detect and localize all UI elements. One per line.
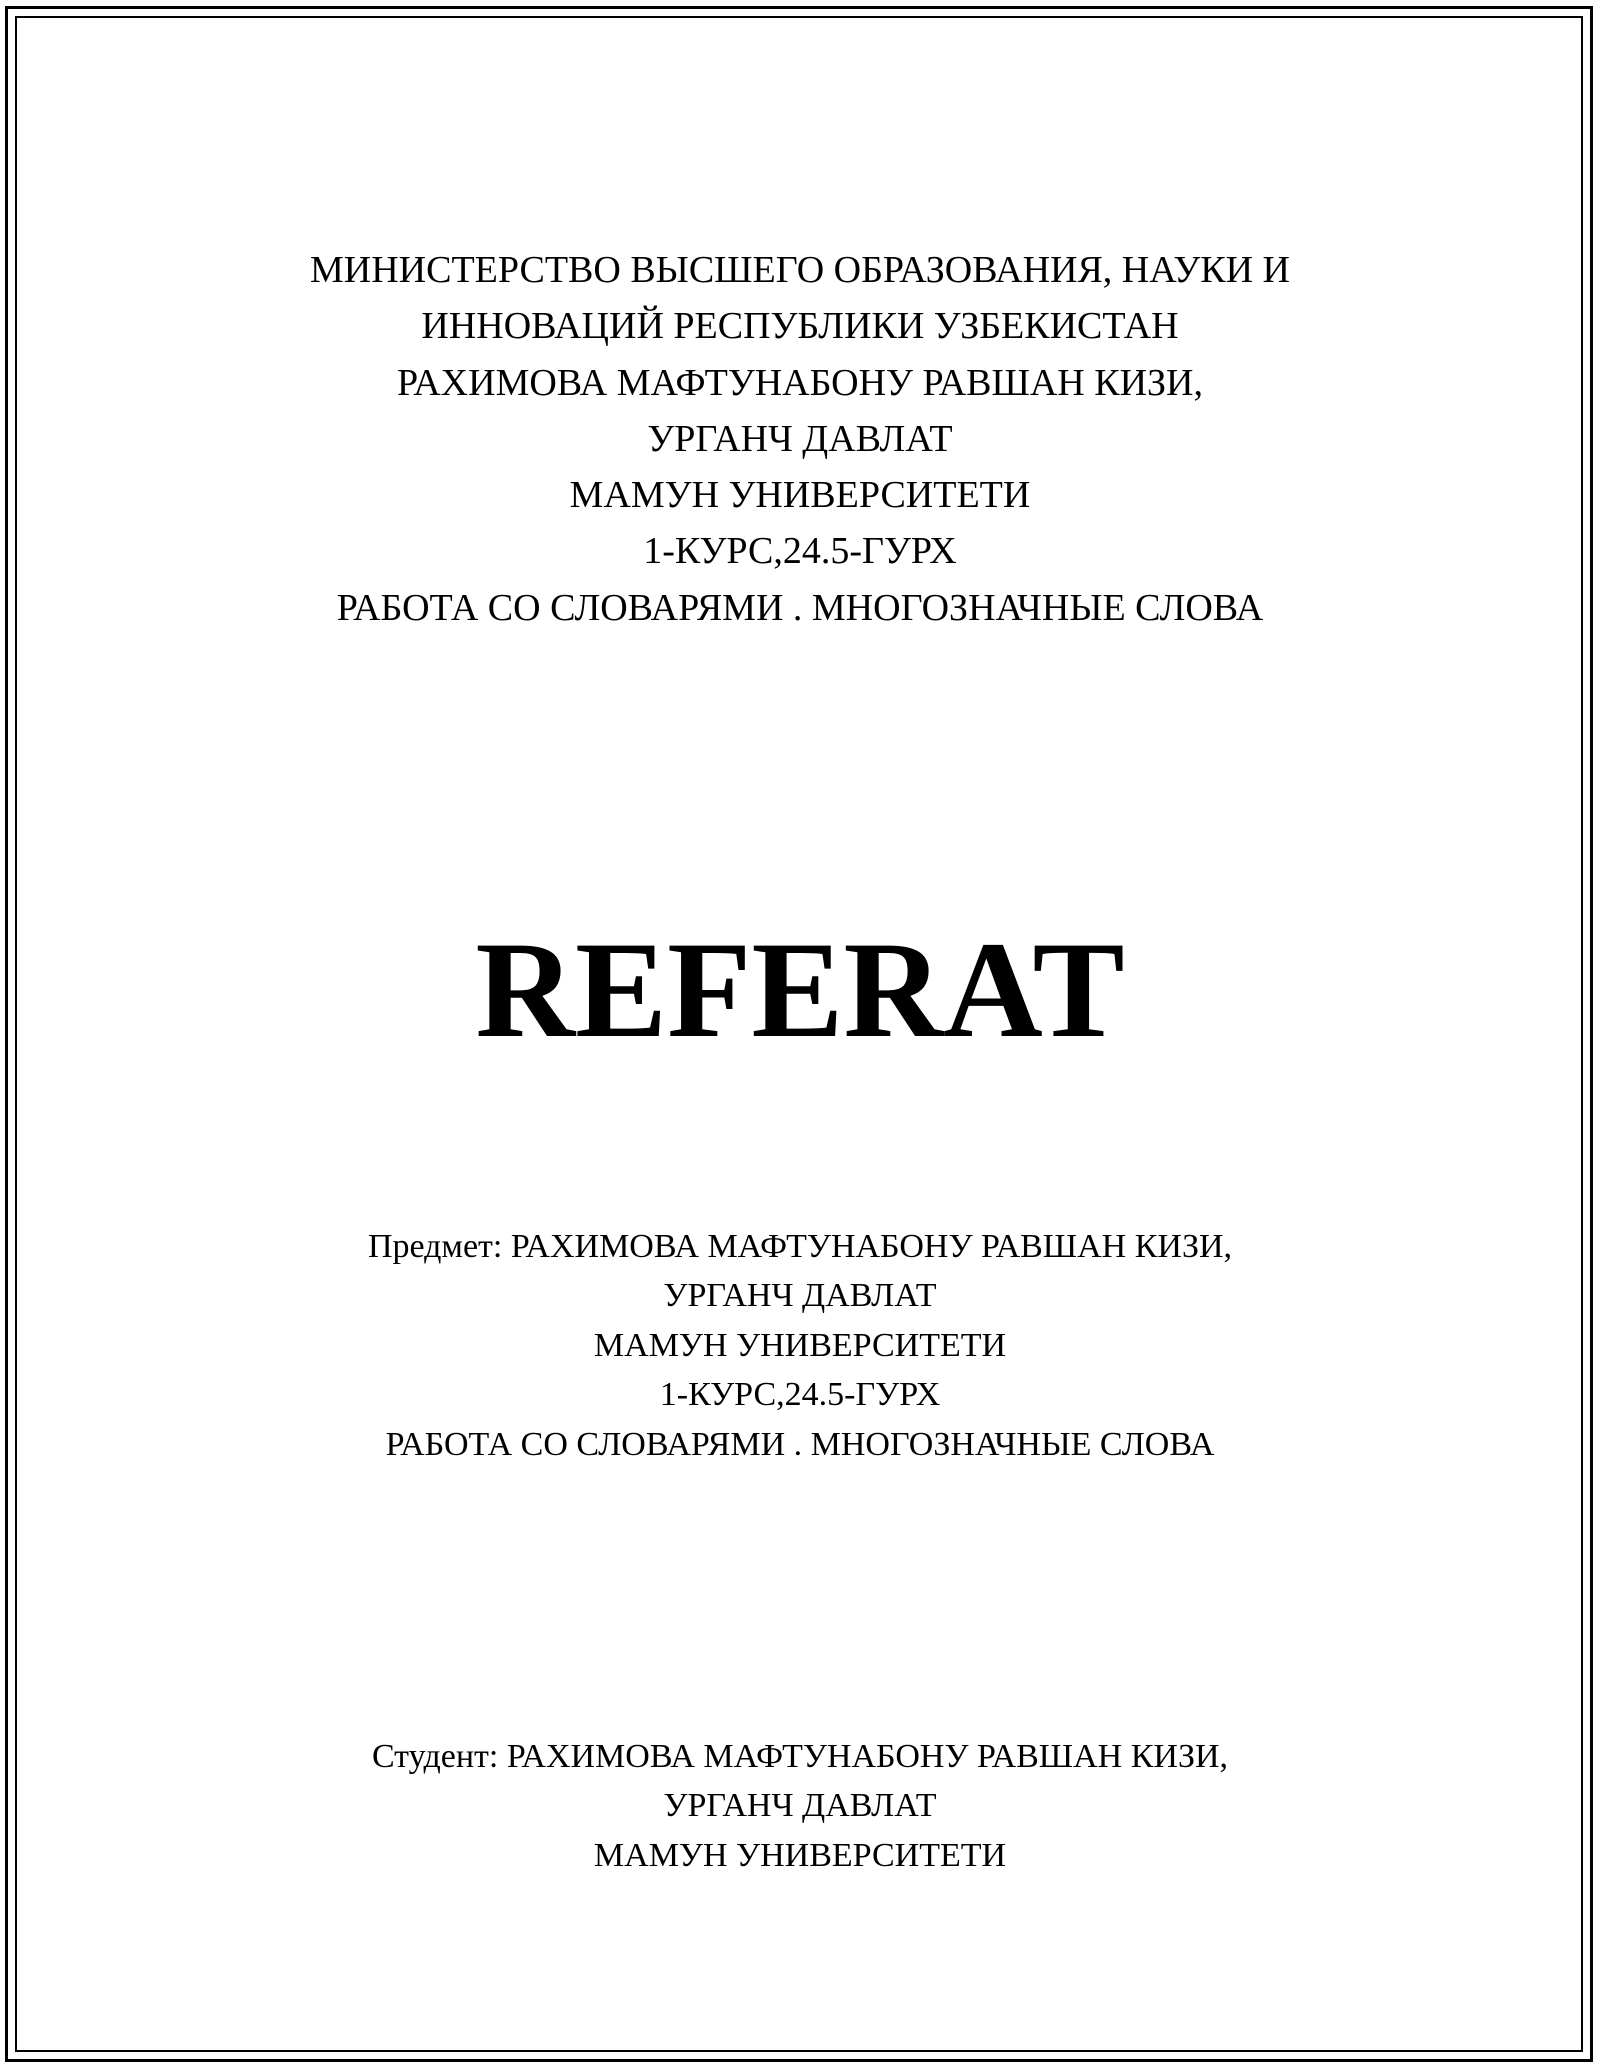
header-line: МАМУН УНИВЕРСИТЕТИ — [569, 474, 1031, 517]
header-line: УРГАНЧ ДАВЛАТ — [647, 417, 953, 460]
header-line: МИНИСТЕРСТВО ВЫСШЕГО ОБРАЗОВАНИЯ, НАУКИ И — [310, 249, 1290, 291]
header-line: РАБОТА СО СЛОВАРЯМИ . МНОГОЗНАЧНЫЕ СЛОВА — [336, 586, 1264, 629]
document-title: REFERAT — [475, 913, 1125, 1066]
subject-line: 1-КУРС,24.5-ГУРХ — [659, 1376, 941, 1414]
subject-line: МАМУН УНИВЕРСИТЕТИ — [593, 1326, 1007, 1364]
subject-line: РАБОТА СО СЛОВАРЯМИ . МНОГОЗНАЧНЫЕ СЛОВА — [385, 1425, 1215, 1463]
student-block — [0, 1732, 1600, 1880]
subject-block — [0, 1222, 1600, 1469]
subject-line: УРГАНЧ ДАВЛАТ — [663, 1277, 937, 1315]
student-line: МАМУН УНИВЕРСИТЕТИ — [593, 1836, 1007, 1874]
header-line: ИННОВАЦИЙ РЕСПУБЛИКИ УЗБЕКИСТАН — [421, 305, 1179, 348]
header-block — [0, 242, 1600, 636]
header-line: РАХИМОВА МАФТУНАБОНУ РАВШАН КИЗИ, — [396, 361, 1204, 404]
subject-line: Предмет: РАХИМОВА МАФТУНАБОНУ РАВШАН КИЗИ, — [367, 1228, 1233, 1265]
header-line: 1-КУРС,24.5-ГУРХ — [643, 530, 957, 573]
student-line: УРГАНЧ ДАВЛАТ — [663, 1787, 937, 1825]
student-line: Студент: РАХИМОВА МАФТУНАБОНУ РАВШАН КИЗИ, — [371, 1738, 1229, 1775]
